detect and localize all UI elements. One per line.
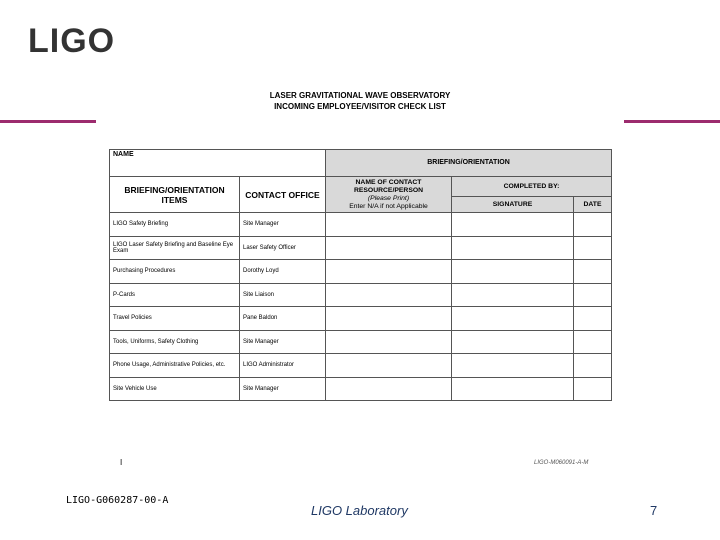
contact-input-cell[interactable] xyxy=(326,260,452,284)
office-cell: Site Manager xyxy=(240,330,326,354)
office-cell: Site Liaison xyxy=(240,283,326,307)
table-row xyxy=(110,307,612,331)
date-input-cell[interactable] xyxy=(574,213,612,237)
form-title xyxy=(230,90,490,112)
contact-input-cell[interactable] xyxy=(326,307,452,331)
contact-input-cell[interactable] xyxy=(326,236,452,260)
table-row xyxy=(110,330,612,354)
item-cell: LIGO Safety Briefing xyxy=(110,213,240,237)
completed-by-header: COMPLETED BY: xyxy=(452,177,612,197)
briefing-header: BRIEFING/ORIENTATION xyxy=(326,150,612,177)
page-number: 7 xyxy=(650,503,658,518)
name-field[interactable] xyxy=(110,150,326,177)
office-cell: Laser Safety Officer xyxy=(240,236,326,260)
col-date-header: DATE xyxy=(574,197,612,213)
col-items-header: BRIEFING/ORIENTATION ITEMS xyxy=(110,177,240,213)
office-cell: Pane Baldon xyxy=(240,307,326,331)
item-cell: P-Cards xyxy=(110,283,240,307)
signature-input-cell[interactable] xyxy=(452,377,574,401)
document-number: LIGO-G060287-00-A xyxy=(66,495,169,506)
header-row-2 xyxy=(110,177,612,197)
table-row xyxy=(110,377,612,401)
signature-input-cell[interactable] xyxy=(452,283,574,307)
col-contact-line3: Enter N/A if not Applicable xyxy=(349,202,428,210)
ligo-logo: LIGO xyxy=(28,22,116,60)
item-cell: Purchasing Procedures xyxy=(110,260,240,284)
col-contact-header xyxy=(326,177,452,213)
contact-input-cell[interactable] xyxy=(326,377,452,401)
office-cell: Site Manager xyxy=(240,377,326,401)
date-input-cell[interactable] xyxy=(574,330,612,354)
col-contact-line2: (Please Print) xyxy=(367,194,410,202)
item-cell: Tools, Uniforms, Safety Clothing xyxy=(110,330,240,354)
signature-input-cell[interactable] xyxy=(452,354,574,378)
date-input-cell[interactable] xyxy=(574,236,612,260)
header-row-1 xyxy=(110,150,612,177)
signature-input-cell[interactable] xyxy=(452,236,574,260)
name-label: NAME xyxy=(113,151,134,158)
col-signature-header: SIGNATURE xyxy=(452,197,574,213)
checklist-table xyxy=(109,149,612,401)
contact-input-cell[interactable] xyxy=(326,354,452,378)
signature-input-cell[interactable] xyxy=(452,330,574,354)
form-title-line1: LASER GRAVITATIONAL WAVE OBSERVATORY xyxy=(269,91,451,100)
signature-input-cell[interactable] xyxy=(452,307,574,331)
form-title-line2: INCOMING EMPLOYEE/VISITOR CHECK LIST xyxy=(274,102,446,111)
col-office-header: CONTACT OFFICE xyxy=(240,177,326,213)
accent-bar-left xyxy=(0,120,96,123)
signature-input-cell[interactable] xyxy=(452,260,574,284)
col-contact-line1: NAME OF CONTACT RESOURCE/PERSON xyxy=(353,178,424,194)
table-row xyxy=(110,354,612,378)
date-input-cell[interactable] xyxy=(574,307,612,331)
contact-input-cell[interactable] xyxy=(326,283,452,307)
date-input-cell[interactable] xyxy=(574,283,612,307)
contact-input-cell[interactable] xyxy=(326,213,452,237)
item-cell: Site Vehicle Use xyxy=(110,377,240,401)
table-row xyxy=(110,260,612,284)
date-input-cell[interactable] xyxy=(574,260,612,284)
table-row xyxy=(110,213,612,237)
form-code: LIGO-M060091-A-M xyxy=(534,460,589,466)
contact-input-cell[interactable] xyxy=(326,330,452,354)
office-cell: Dorothy Loyd xyxy=(240,260,326,284)
office-cell: Site Manager xyxy=(240,213,326,237)
item-cell: LIGO Laser Safety Briefing and Baseline Eye Exam xyxy=(110,236,240,260)
date-input-cell[interactable] xyxy=(574,354,612,378)
table-row xyxy=(110,283,612,307)
accent-bar-right xyxy=(624,120,720,123)
office-cell: LIGO Administrator xyxy=(240,354,326,378)
page-mark: I xyxy=(120,458,123,467)
date-input-cell[interactable] xyxy=(574,377,612,401)
table-row xyxy=(110,236,612,260)
footer-organization: LIGO Laboratory xyxy=(311,503,408,518)
item-cell: Travel Policies xyxy=(110,307,240,331)
item-cell: Phone Usage, Administrative Policies, etc. xyxy=(110,354,240,378)
signature-input-cell[interactable] xyxy=(452,213,574,237)
